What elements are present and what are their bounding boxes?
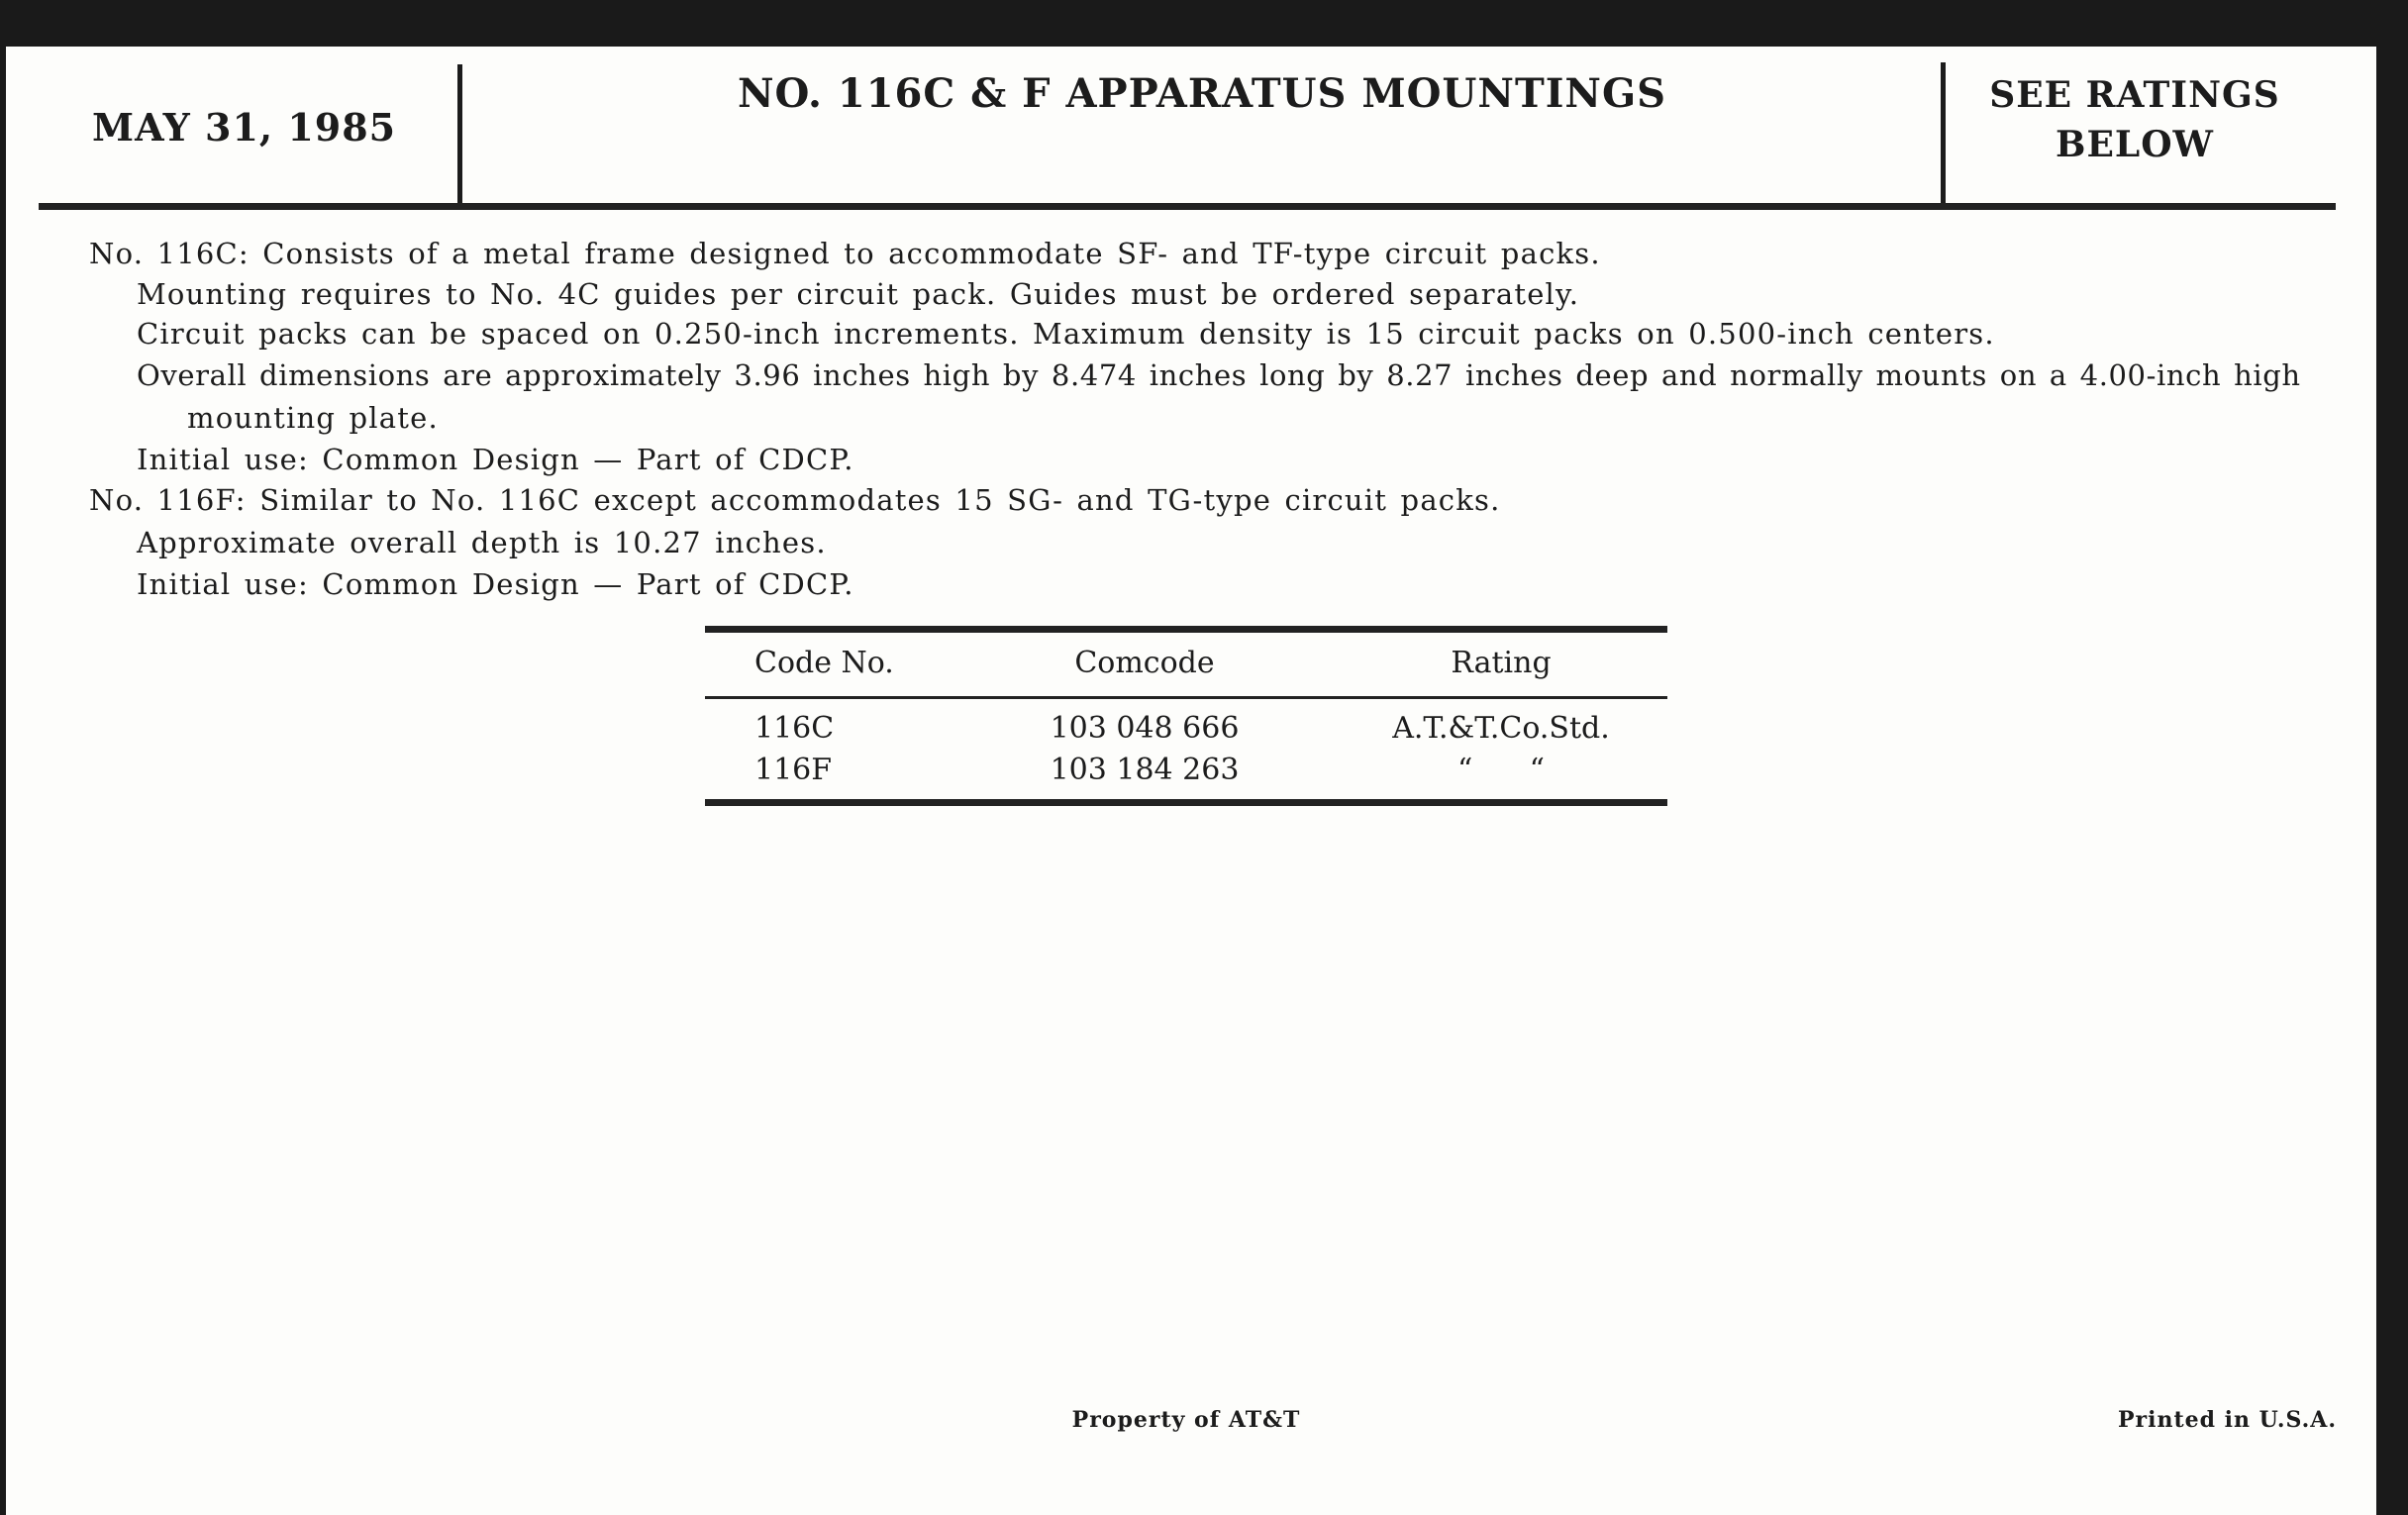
cell-comcode: 103 184 263 bbox=[1050, 753, 1240, 787]
cell-rating: “ “ bbox=[1457, 753, 1545, 787]
body-line: Overall dimensions are approximately 3.96 inches high by 8.474 inches long by 8.27 inches deep and normally mounts on a 4.00-inch high bbox=[137, 358, 2301, 392]
table-bottom-rule bbox=[705, 799, 1667, 806]
body-line: No. 116F: Similar to No. 116C except accommodates 15 SG- and TG-type circuit packs. bbox=[89, 483, 1501, 517]
body-line: Approximate overall depth is 10.27 inches. bbox=[137, 526, 827, 559]
ratings-note-line1: SEE RATINGS bbox=[1989, 74, 2280, 116]
column-header-code: Code No. bbox=[754, 646, 894, 680]
header-rule bbox=[39, 203, 2336, 210]
column-header-rating: Rating bbox=[1451, 646, 1552, 680]
body-line: Initial use: Common Design — Part of CDCP. bbox=[137, 443, 854, 476]
footer-printed: Printed in U.S.A. bbox=[2117, 1407, 2337, 1433]
ratings-note-line2: BELOW bbox=[2056, 124, 2214, 165]
body-line: Circuit packs can be spaced on 0.250-inch increments. Maximum density is 15 circuit packs on 0.500-inch centers. bbox=[137, 317, 1995, 351]
cell-comcode: 103 048 666 bbox=[1050, 711, 1240, 746]
cell-code: 116F bbox=[754, 753, 833, 787]
body-line: Initial use: Common Design — Part of CDCP. bbox=[137, 567, 854, 601]
body-line: mounting plate. bbox=[187, 401, 439, 435]
column-header-comcode: Comcode bbox=[1074, 646, 1215, 680]
body-line: No. 116C: Consists of a metal frame designed to accommodate SF- and TF-type circuit packs. bbox=[89, 237, 1601, 270]
cell-code: 116C bbox=[754, 711, 835, 746]
document-title: NO. 116C & F APPARATUS MOUNTINGS bbox=[737, 70, 1667, 117]
document-date: MAY 31, 1985 bbox=[92, 105, 397, 150]
header-divider-right bbox=[1941, 62, 1946, 207]
table-top-rule bbox=[705, 626, 1667, 633]
body-line: Mounting requires to No. 4C guides per circuit pack. Guides must be ordered separately. bbox=[137, 277, 1580, 311]
document-page bbox=[6, 47, 2376, 1515]
table-header-rule bbox=[705, 696, 1667, 699]
footer-property: Property of AT&T bbox=[1071, 1407, 1301, 1433]
cell-rating: A.T.&T.Co.Std. bbox=[1392, 711, 1610, 746]
